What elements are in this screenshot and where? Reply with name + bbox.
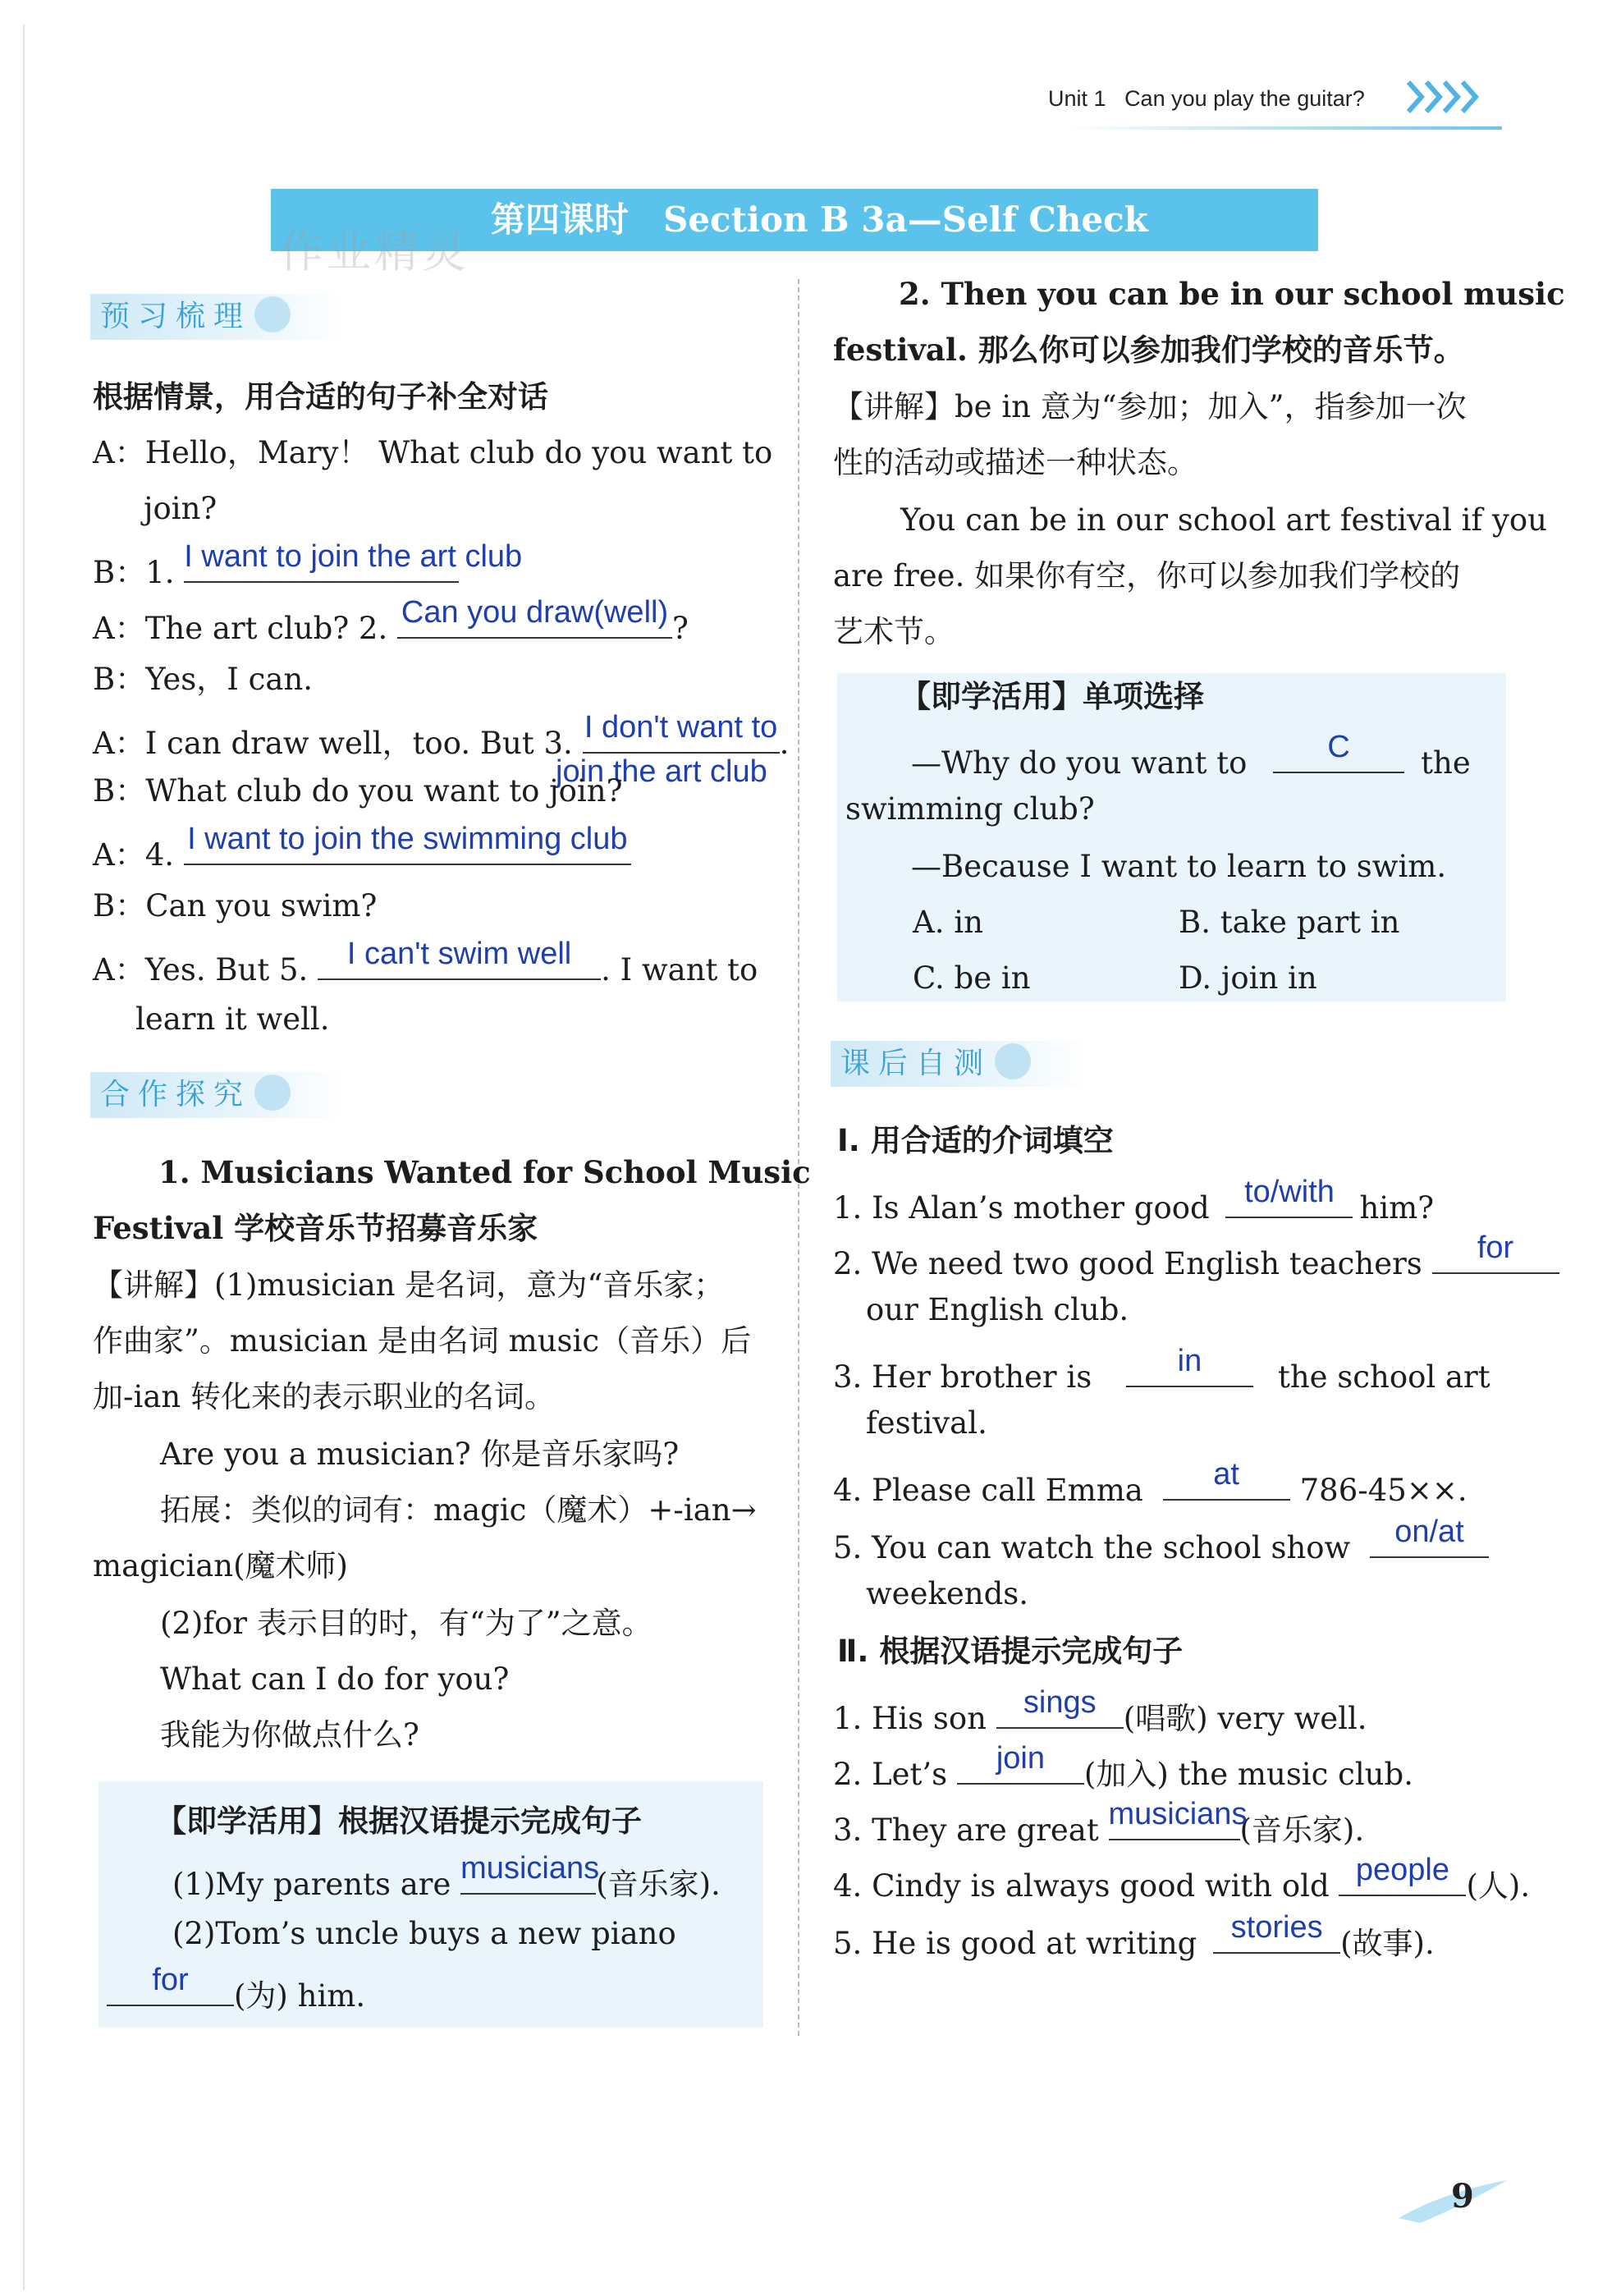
part1-q5 (833, 1515, 1489, 1566)
handwritten-answer: for (152, 1963, 189, 1998)
part-2-title: Ⅱ. 根据汉语提示完成句子 (837, 1634, 1184, 1669)
dialog-line-4: B：Yes，I can. (93, 662, 314, 697)
leaf-icon (254, 296, 291, 332)
choice-question-3: —Because I want to learn to swim. (911, 849, 1447, 884)
choice-title: 【即学活用】单项选择 (900, 678, 1204, 714)
point-2-title: 2. Then you can be in our school music (899, 276, 1565, 312)
part2-s1 (833, 1685, 1367, 1737)
question-prefix: 4. Please call Emma (833, 1473, 1143, 1508)
section-title-explore: 合作探究 (100, 1078, 252, 1111)
page-number: 9 (1451, 2177, 1474, 2216)
point-2-title-2: festival. 那么你可以参加我们学校的音乐节。 (833, 332, 1464, 368)
dialog-line-9 (93, 937, 758, 988)
question-prefix: 1. Is Alan’s mother good (833, 1190, 1210, 1226)
point-1-title-2: Festival 学校音乐节招募音乐家 (93, 1210, 538, 1246)
handwritten-answer: people (1355, 1853, 1450, 1888)
handwritten-answer: in (1177, 1344, 1202, 1379)
part2-blank-5[interactable] (1213, 1910, 1340, 1954)
point-1-line-2: 作曲家”。musician 是由名词 music（音乐）后 (93, 1323, 752, 1359)
part2-blank-4[interactable] (1339, 1853, 1466, 1896)
sentence-prefix: 3. They are great (833, 1813, 1099, 1848)
part1-q3 (833, 1344, 1490, 1395)
practice-blank-2[interactable] (107, 1963, 234, 2006)
practice-item-2b (107, 1963, 366, 2014)
dialog-prefix: B：1. (93, 555, 175, 590)
section-header-selftest (831, 1041, 1087, 1087)
page-edge-line (23, 25, 25, 2290)
practice-blank-1[interactable] (460, 1851, 600, 1895)
choice-question (911, 730, 1471, 781)
part1-q4 (833, 1457, 1468, 1509)
part1-blank-3[interactable] (1126, 1344, 1253, 1387)
part2-s3 (833, 1797, 1365, 1849)
question-suffix: 786-45××. (1299, 1473, 1468, 1508)
point-2-line-1: 【讲解】be in 意为“参加；加入”，指参加一次 (833, 389, 1467, 424)
point-1-line-6: magician(魔术师) (93, 1548, 348, 1583)
header-rule (1067, 126, 1502, 130)
practice-title: 【即学活用】根据汉语提示完成句子 (156, 1803, 642, 1839)
dialog-line-3 (93, 595, 689, 647)
question-suffix: him? (1359, 1190, 1435, 1226)
choice-question-2: swimming club? (845, 791, 1095, 827)
handwritten-answer: I don't want to (584, 710, 778, 745)
handwritten-answer: on/at (1394, 1515, 1464, 1550)
handwritten-answer: stories (1230, 1910, 1323, 1945)
point-1-line-1: 【讲解】(1)musician 是名词，意为“音乐家； (93, 1267, 725, 1303)
part1-q5b: weekends. (866, 1576, 1029, 1611)
answer-blank-5[interactable] (318, 937, 601, 980)
part1-blank-4[interactable] (1163, 1457, 1290, 1501)
sentence-prefix: 1. His son (833, 1701, 987, 1736)
practice-item-2: (2)Tom’s uncle buys a new piano (172, 1916, 676, 1951)
part2-s2 (833, 1741, 1413, 1793)
watermark-text: 作业精灵 (279, 226, 469, 277)
answer-blank-2[interactable] (397, 595, 672, 639)
dialog-prefix: A：4. (93, 837, 175, 873)
practice-suffix: (为) him. (234, 1978, 366, 2014)
handwritten-answer: musicians (1108, 1797, 1248, 1832)
handwritten-answer: musicians (460, 1851, 600, 1886)
part1-q2b: our English club. (866, 1292, 1129, 1327)
sentence-suffix: (唱歌) very well. (1123, 1701, 1367, 1736)
handwritten-answer: I want to join the swimming club (187, 822, 628, 857)
dialog-prefix: A：The art club? 2. (93, 611, 388, 646)
handwritten-answer: to/with (1244, 1175, 1335, 1210)
point-1-title: 1. Musicians Wanted for School Music (158, 1154, 811, 1190)
part2-blank-3[interactable] (1108, 1797, 1248, 1840)
handwritten-answer: join (996, 1741, 1045, 1776)
point-2-line-5: 艺术节。 (833, 614, 955, 649)
option-c[interactable]: C. be in (913, 960, 1031, 996)
sentence-suffix: (音乐家). (1239, 1813, 1365, 1848)
part2-s4 (833, 1853, 1531, 1904)
answer-blank-1[interactable] (184, 539, 523, 583)
running-header (1048, 85, 1365, 112)
handwritten-answer: Can you draw(well) (401, 595, 669, 630)
handwritten-answer: for (1477, 1230, 1514, 1266)
choice-suffix: the (1421, 745, 1471, 781)
sentence-prefix: 4. Cindy is always good with old (833, 1868, 1330, 1904)
choice-blank[interactable] (1273, 730, 1404, 773)
header-title: Can you play the guitar? (1124, 86, 1365, 111)
point-2-line-3: You can be in our school art festival if you (900, 502, 1547, 538)
dialog-line-8: B：Can you swim? (93, 888, 378, 923)
dialog-line-7 (93, 822, 631, 873)
question-prefix: 3. Her brother is (833, 1359, 1092, 1395)
part1-blank-2[interactable] (1432, 1230, 1559, 1274)
dialog-line-9b: learn it well. (135, 1001, 330, 1037)
handwritten-answer: I can't swim well (346, 937, 572, 972)
section-title-preview: 预习梳理 (100, 300, 252, 333)
chevrons-icon (1403, 76, 1502, 118)
lesson-banner-text: 第四课时 Section B 3a—Self Check (491, 199, 1148, 240)
sentence-prefix: 5. He is good at writing (833, 1926, 1197, 1961)
part1-q3b: festival. (866, 1405, 987, 1441)
question-prefix: 5. You can watch the school show (833, 1530, 1351, 1565)
sentence-suffix: (加入) the music club. (1083, 1757, 1413, 1792)
dialog-suffix: . (779, 726, 790, 761)
answer-blank-4[interactable] (184, 822, 631, 865)
handwritten-answer: at (1213, 1457, 1239, 1492)
question-suffix: the school art (1277, 1359, 1490, 1395)
leaf-icon (995, 1043, 1031, 1079)
practice-prefix: (1)My parents are (172, 1867, 451, 1902)
choice-box (837, 673, 1506, 1001)
dialog-prefix: A：I can draw well，too. But 3. (93, 726, 573, 761)
practice-suffix: (音乐家). (596, 1867, 721, 1902)
practice-item-1 (172, 1851, 721, 1903)
point-1-line-9: 我能为你做点什么? (160, 1717, 419, 1753)
part2-s5 (833, 1910, 1435, 1962)
instruction-text: 根据情景，用合适的句子补全对话 (93, 379, 548, 415)
dialog-line-2 (93, 539, 523, 591)
dialog-line-6: B：What club do you want to join? (93, 773, 623, 809)
point-1-line-5: 拓展：类似的词有：magic（魔术）+-ian→ (160, 1492, 757, 1528)
sentence-suffix: (人). (1466, 1868, 1531, 1904)
part1-blank-1[interactable] (1225, 1175, 1353, 1218)
question-prefix: 2. We need two good English teachers (833, 1246, 1422, 1281)
point-2-line-4: are free. 如果你有空，你可以参加我们学校的 (833, 558, 1461, 593)
part-1-title: Ⅰ. 用合适的介词填空 (837, 1123, 1114, 1158)
dialog-line-1: A：Hello，Mary！ What club do you want to (93, 435, 773, 470)
point-1-line-4: Are you a musician? 你是音乐家吗? (160, 1437, 680, 1472)
section-title-selftest: 课后自测 (840, 1047, 992, 1080)
point-1-line-7: (2)for 表示目的时，有“为了”之意。 (160, 1606, 652, 1641)
option-b[interactable]: B. take part in (1179, 905, 1400, 940)
section-header-preview (90, 294, 346, 340)
leaf-icon (254, 1075, 291, 1111)
dialog-suffix: . I want to (601, 952, 758, 988)
handwritten-answer: C (1327, 730, 1350, 765)
part1-blank-5[interactable] (1370, 1515, 1489, 1558)
part1-q1 (833, 1175, 1435, 1226)
point-2-line-2: 性的活动或描述一种状态。 (833, 445, 1197, 480)
point-1-line-3: 加-ian 转化来的表示职业的名词。 (93, 1379, 555, 1414)
sentence-suffix: (故事). (1340, 1926, 1435, 1961)
point-1-line-8: What can I do for you? (160, 1661, 510, 1697)
sentence-prefix: 2. Let’s (833, 1757, 948, 1792)
dialog-prefix: A：Yes. But 5. (93, 952, 309, 988)
part2-blank-1[interactable] (996, 1685, 1124, 1729)
dialog-line-1b: join? (144, 491, 217, 526)
handwritten-answer: I want to join the art club (184, 539, 523, 575)
section-header-explore (90, 1072, 346, 1118)
option-a[interactable]: A. in (913, 905, 983, 940)
part2-blank-2[interactable] (957, 1741, 1084, 1785)
option-d[interactable]: D. join in (1179, 960, 1317, 996)
handwritten-answer-continued: join the art club (556, 754, 767, 789)
header-unit: Unit 1 (1048, 86, 1106, 111)
handwritten-answer: sings (1023, 1685, 1097, 1721)
answer-blank-3[interactable] (583, 710, 780, 754)
dialog-suffix: ? (672, 611, 689, 646)
choice-prefix: —Why do you want to (911, 745, 1248, 781)
part1-q2 (833, 1230, 1559, 1282)
